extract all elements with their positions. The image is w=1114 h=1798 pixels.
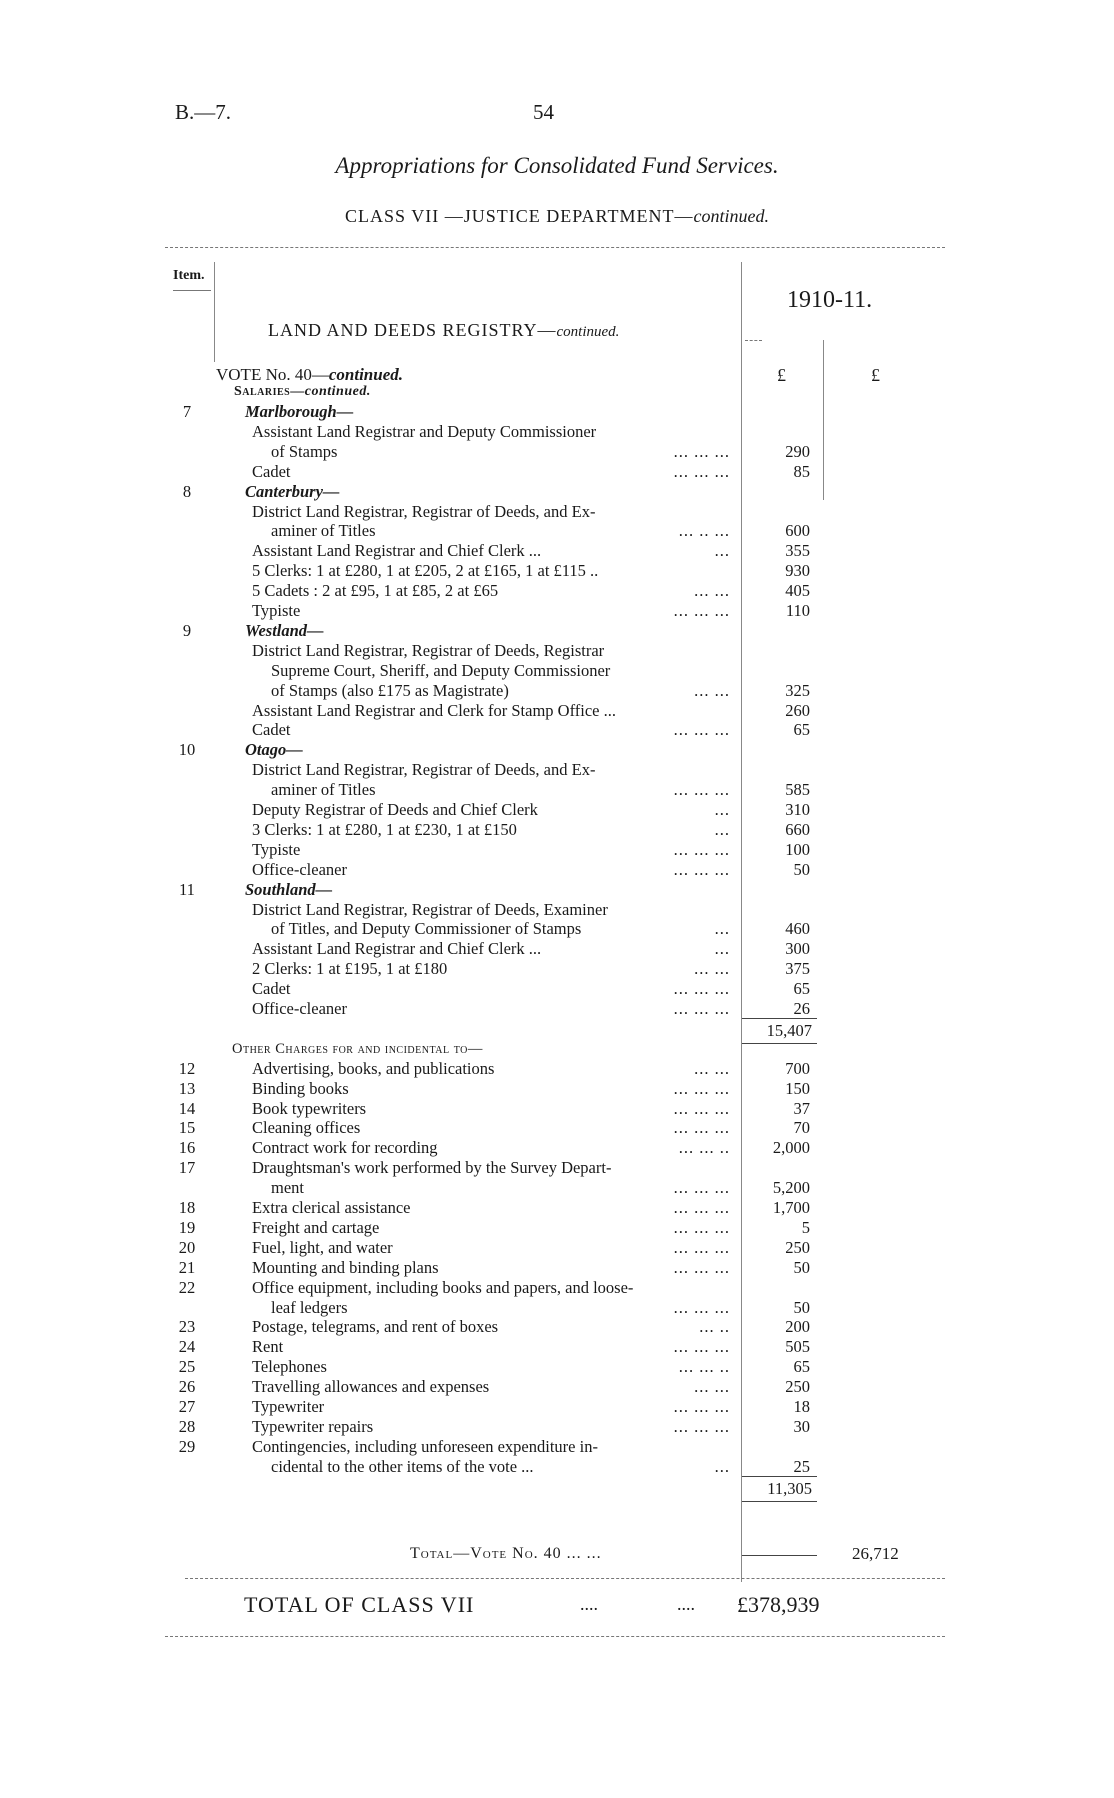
- grand-bottom-rule: [165, 1636, 945, 1637]
- item-description: Contract work for recording: [252, 1138, 438, 1158]
- item-description: 2 Clerks: 1 at £195, 1 at £180: [252, 959, 448, 979]
- item-description: Assistant Land Registrar and Clerk for Stamp Office ...: [252, 700, 616, 720]
- table-row: [0, 1059, 1114, 1079]
- table-row: [0, 561, 1114, 581]
- table-row: [0, 521, 1114, 541]
- item-number: 9: [182, 620, 192, 640]
- table-row: [0, 780, 1114, 800]
- page-title: Appropriations for Consolidated Fund Services.: [335, 153, 779, 178]
- item-description: Cadet: [252, 461, 291, 481]
- item-description: Cadet: [252, 979, 291, 999]
- item-amount: 110: [785, 601, 810, 620]
- leader-dots: ... ... ...: [673, 859, 730, 879]
- item-amount: 250: [785, 1237, 810, 1257]
- item-number: 13: [178, 1078, 196, 1098]
- leader-dots: ... ... ...: [673, 979, 730, 999]
- item-number: 11: [179, 879, 195, 899]
- item-amount: 260: [785, 700, 810, 720]
- table-row: [0, 1397, 1114, 1417]
- table-row: [0, 1298, 1114, 1318]
- grand-total-dots-2: ....: [677, 1594, 695, 1614]
- table-row: [0, 1479, 1114, 1499]
- item-description: of Stamps (also £175 as Magistrate): [271, 680, 509, 700]
- item-description: of Titles, and Deputy Commissioner of Stamps: [271, 919, 582, 939]
- table-row: [0, 900, 1114, 920]
- district-heading: Westland—: [245, 620, 324, 640]
- item-amount: 100: [785, 839, 810, 859]
- item-description: cidental to the other items of the vote ...: [271, 1456, 534, 1476]
- item-description: Telephones: [252, 1357, 327, 1377]
- item-column-divider: [214, 262, 215, 362]
- salaries-heading-cont: continued.: [304, 384, 371, 399]
- salaries-heading-main: Salaries—: [234, 384, 305, 399]
- leader-dots: ... ... ...: [673, 1198, 730, 1217]
- item-description: ment: [271, 1178, 304, 1198]
- leader-dots: ... ... ...: [673, 1257, 730, 1277]
- table-row: [0, 740, 1114, 760]
- item-description: 3 Clerks: 1 at £280, 1 at £230, 1 at £150: [252, 819, 517, 839]
- leader-dots: ... ...: [694, 959, 730, 979]
- section-heading-cont: continued.: [556, 324, 620, 340]
- item-amount: 65: [793, 1357, 810, 1377]
- item-number: 14: [178, 1098, 196, 1118]
- item-amount: 325: [785, 680, 810, 700]
- table-row: [0, 502, 1114, 522]
- year-heading: 1910-11.: [787, 287, 873, 313]
- table-row: [0, 1437, 1114, 1457]
- item-amount: 70: [793, 1118, 810, 1138]
- table-row: [0, 919, 1114, 939]
- leader-dots: ... ... ..: [678, 1138, 730, 1158]
- table-row: [0, 1337, 1114, 1357]
- item-number: 22: [178, 1277, 196, 1297]
- class-heading-main: CLASS VII —JUSTICE DEPARTMENT—: [345, 206, 694, 226]
- table-row: [0, 1457, 1114, 1477]
- table-row: [0, 1158, 1114, 1178]
- table-row: [0, 860, 1114, 880]
- table-row: [0, 1278, 1114, 1298]
- table-row: [0, 701, 1114, 721]
- item-amount: 355: [785, 541, 810, 561]
- item-amount: 30: [793, 1416, 810, 1436]
- item-amount: 85: [793, 461, 810, 481]
- table-row: [0, 1258, 1114, 1278]
- leader-dots: ... ... ..: [678, 1357, 730, 1377]
- subtotal-rule: [742, 1476, 817, 1477]
- table-row: [0, 939, 1114, 959]
- item-amount: 300: [785, 939, 810, 959]
- grand-total-dots-1: ....: [580, 1594, 598, 1614]
- page-number: 54: [533, 100, 554, 124]
- leader-dots: ... ... ...: [673, 720, 730, 740]
- table-row: [0, 1218, 1114, 1238]
- leader-dots: ... ... ...: [673, 1397, 730, 1416]
- table-row: [0, 1417, 1114, 1437]
- item-number: 29: [178, 1436, 196, 1456]
- item-amount: 5: [801, 1217, 810, 1237]
- item-amount: 50: [793, 1297, 810, 1317]
- item-description: Assistant Land Registrar and Chief Clerk ...: [252, 541, 542, 561]
- item-amount: 150: [785, 1078, 810, 1098]
- item-description: Assistant Land Registrar and Deputy Commissioner: [252, 421, 597, 441]
- class-heading: [0, 206, 1114, 227]
- leader-dots: ... ... ...: [673, 1118, 730, 1138]
- district-heading: Otago—: [245, 740, 303, 760]
- leader-dots: ... ... ...: [673, 839, 730, 859]
- table-row: [0, 482, 1114, 502]
- district-heading: Canterbury—: [245, 481, 340, 501]
- leader-dots: ... ... ...: [673, 1297, 730, 1317]
- leader-dots: ... ...: [694, 1377, 730, 1397]
- table-row: [0, 959, 1114, 979]
- item-amount: 5,200: [772, 1178, 810, 1198]
- item-description: of Stamps: [271, 441, 338, 461]
- year-rule: [745, 340, 762, 341]
- table-row: [0, 621, 1114, 641]
- item-description: Office-cleaner: [252, 999, 347, 1018]
- leader-dots: ... ... ...: [673, 780, 730, 800]
- item-amount: 200: [785, 1317, 810, 1337]
- grand-total-amount: £378,939: [737, 1592, 820, 1617]
- other-charges-heading: Other Charges for and incidental to—: [232, 1040, 483, 1057]
- item-number: 19: [178, 1217, 196, 1237]
- leader-dots: ...: [714, 1456, 730, 1476]
- table-row: [0, 541, 1114, 561]
- item-number: 20: [178, 1237, 196, 1257]
- table-row: [0, 820, 1114, 840]
- salaries-heading: [234, 384, 371, 400]
- subtotal-amount: 11,305: [767, 1478, 812, 1498]
- item-number: 17: [178, 1158, 196, 1178]
- district-heading: Southland—: [245, 879, 333, 899]
- item-description: Extra clerical assistance: [252, 1198, 411, 1217]
- leader-dots: ... ... ...: [673, 1416, 730, 1436]
- item-description: Rent: [252, 1337, 284, 1357]
- table-row: [0, 1079, 1114, 1099]
- table-row: [0, 641, 1114, 661]
- item-description: leaf ledgers: [271, 1297, 348, 1317]
- item-number: 12: [178, 1058, 196, 1078]
- table-row: [0, 601, 1114, 621]
- item-amount: 290: [785, 441, 810, 461]
- item-description: Freight and cartage: [252, 1217, 380, 1237]
- total-vote-label-text: Total—Vote No. 40: [410, 1545, 562, 1562]
- table-row: [0, 760, 1114, 780]
- item-number: 18: [178, 1198, 196, 1217]
- item-amount: 930: [785, 561, 810, 581]
- section-heading-main: LAND AND DEEDS REGISTRY—: [268, 320, 557, 340]
- item-number: 27: [178, 1397, 196, 1416]
- item-description: Typiste: [252, 601, 301, 620]
- item-amount: 65: [793, 720, 810, 740]
- item-description: Typiste: [252, 839, 301, 859]
- leader-dots: ... ...: [694, 680, 730, 700]
- vote-heading: [216, 365, 403, 385]
- leader-dots: ... ... ...: [673, 441, 730, 461]
- total-vote-rule: [742, 1555, 817, 1556]
- item-description: District Land Registrar, Registrar of Deeds, Registrar: [252, 640, 605, 660]
- item-description: Deputy Registrar of Deeds and Chief Clerk: [252, 800, 538, 819]
- item-amount: 460: [785, 919, 810, 939]
- leader-dots: ... ... ...: [673, 999, 730, 1018]
- item-description: Typewriter: [252, 1397, 325, 1416]
- item-description: Office-cleaner: [252, 859, 347, 879]
- top-rule: [165, 247, 945, 248]
- table-row: [0, 442, 1114, 462]
- item-number: 21: [178, 1257, 196, 1277]
- item-number: 28: [178, 1416, 196, 1436]
- item-number: 25: [178, 1357, 196, 1377]
- table-row: [0, 462, 1114, 482]
- item-number: 8: [182, 481, 192, 501]
- item-description: District Land Registrar, Registrar of Deeds, and Ex-: [252, 760, 596, 780]
- item-description: aminer of Titles: [271, 521, 376, 541]
- table-row: [0, 1238, 1114, 1258]
- item-description: Typewriter repairs: [252, 1416, 374, 1436]
- leader-dots: ... ...: [694, 581, 730, 601]
- table-row: [0, 800, 1114, 820]
- table-row: [0, 1178, 1114, 1198]
- grand-total-label: TOTAL OF CLASS VII: [244, 1592, 475, 1617]
- item-amount: 50: [793, 859, 810, 879]
- item-number: 10: [178, 740, 196, 760]
- table-row: [0, 1118, 1114, 1138]
- document-code: B.—7.: [175, 100, 232, 124]
- item-description: Postage, telegrams, and rent of boxes: [252, 1317, 499, 1337]
- item-description: Office equipment, including books and papers, and loose-: [252, 1277, 634, 1297]
- total-vote-label: [410, 1545, 602, 1563]
- item-description: Supreme Court, Sheriff, and Deputy Commissioner: [271, 660, 611, 680]
- subtotal-rule: [742, 1018, 817, 1019]
- total-vote-dots: ... ...: [566, 1545, 602, 1562]
- item-amount: 1,700: [772, 1198, 810, 1217]
- leader-dots: ...: [714, 919, 730, 939]
- table-row: [0, 720, 1114, 740]
- item-number: 24: [178, 1337, 196, 1357]
- table-row: [0, 880, 1114, 900]
- item-amount: 600: [785, 521, 810, 541]
- table-row: [0, 979, 1114, 999]
- item-description: District Land Registrar, Registrar of Deeds, and Ex-: [252, 501, 596, 521]
- total-vote-amount: 26,712: [852, 1544, 899, 1563]
- item-description: Cadet: [252, 720, 291, 740]
- item-amount: 505: [785, 1337, 810, 1357]
- leader-dots: ... ... ...: [673, 461, 730, 481]
- item-amount: 700: [785, 1058, 810, 1078]
- item-number: 23: [178, 1317, 196, 1337]
- item-amount: 405: [785, 581, 810, 601]
- item-description: 5 Clerks: 1 at £280, 1 at £205, 2 at £165, 1 at £115 ..: [252, 561, 599, 581]
- leader-dots: ... ... ...: [673, 1337, 730, 1357]
- vote-heading-cont: continued.: [328, 365, 404, 384]
- item-amount: 37: [793, 1098, 810, 1118]
- currency-symbol-items: £: [777, 365, 786, 385]
- table-row: [0, 402, 1114, 422]
- leader-dots: ... ..: [699, 1317, 730, 1337]
- table-row: [0, 1099, 1114, 1119]
- subtotal-rule: [742, 1501, 817, 1502]
- table-row: [0, 1138, 1114, 1158]
- vote-heading-main: VOTE No. 40—: [216, 365, 329, 384]
- item-description: Draughtsman's work performed by the Survey Depart-: [252, 1158, 612, 1178]
- leader-dots: ...: [714, 800, 730, 819]
- table-row: [0, 999, 1114, 1019]
- item-description: District Land Registrar, Registrar of Deeds, Examiner: [252, 899, 608, 919]
- leader-dots: ... ... ...: [673, 1237, 730, 1257]
- item-number: 7: [182, 402, 192, 421]
- item-amount: 660: [785, 819, 810, 839]
- table-row: [0, 1357, 1114, 1377]
- item-amount: 2,000: [772, 1138, 810, 1158]
- table-row: [0, 581, 1114, 601]
- table-row: [0, 1317, 1114, 1337]
- table-row: [0, 840, 1114, 860]
- subtotal-amount: 15,407: [766, 1020, 812, 1040]
- table-row: [0, 681, 1114, 701]
- leader-dots: ... .. ...: [678, 521, 730, 541]
- currency-symbol-totals: £: [871, 365, 880, 385]
- class-heading-cont: continued.: [693, 206, 769, 226]
- leader-dots: ...: [714, 541, 730, 561]
- leader-dots: ... ... ...: [673, 1178, 730, 1198]
- table-row: [0, 661, 1114, 681]
- item-description: Book typewriters: [252, 1098, 367, 1118]
- item-description: Assistant Land Registrar and Chief Clerk ...: [252, 939, 542, 959]
- item-rule: [173, 290, 211, 291]
- leader-dots: ... ... ...: [673, 1098, 730, 1118]
- item-description: Fuel, light, and water: [252, 1237, 393, 1257]
- grand-top-rule: [185, 1578, 945, 1579]
- leader-dots: ...: [714, 819, 730, 839]
- item-amount: 26: [793, 999, 810, 1018]
- leader-dots: ...: [714, 939, 730, 959]
- item-description: Contingencies, including unforeseen expenditure in-: [252, 1436, 598, 1456]
- item-number: 26: [178, 1377, 196, 1397]
- item-column-label: Item.: [173, 268, 205, 283]
- item-amount: 250: [785, 1377, 810, 1397]
- item-amount: 18: [793, 1397, 810, 1416]
- leader-dots: ... ...: [694, 1058, 730, 1078]
- item-description: Cleaning offices: [252, 1118, 361, 1138]
- leader-dots: ... ... ...: [673, 1217, 730, 1237]
- district-heading: Marlborough—: [245, 402, 354, 421]
- item-amount: 50: [793, 1257, 810, 1277]
- item-number: 15: [178, 1118, 196, 1138]
- item-amount: 310: [785, 800, 810, 819]
- item-description: 5 Cadets : 2 at £95, 1 at £85, 2 at £65: [252, 581, 499, 601]
- item-amount: 375: [785, 959, 810, 979]
- item-amount: 25: [793, 1456, 810, 1476]
- item-description: aminer of Titles: [271, 780, 376, 800]
- section-heading: [268, 320, 619, 341]
- item-description: Travelling allowances and expenses: [252, 1377, 490, 1397]
- item-description: Mounting and binding plans: [252, 1257, 439, 1277]
- table-row: [0, 1198, 1114, 1218]
- item-description: Binding books: [252, 1078, 349, 1098]
- item-number: 16: [178, 1138, 196, 1158]
- table-row: [0, 422, 1114, 442]
- table-row: [0, 1377, 1114, 1397]
- leader-dots: ... ... ...: [673, 601, 730, 620]
- item-amount: 585: [785, 780, 810, 800]
- leader-dots: ... ... ...: [673, 1078, 730, 1098]
- item-amount: 65: [793, 979, 810, 999]
- item-description: Advertising, books, and publications: [252, 1058, 495, 1078]
- table-row: [0, 1039, 1114, 1059]
